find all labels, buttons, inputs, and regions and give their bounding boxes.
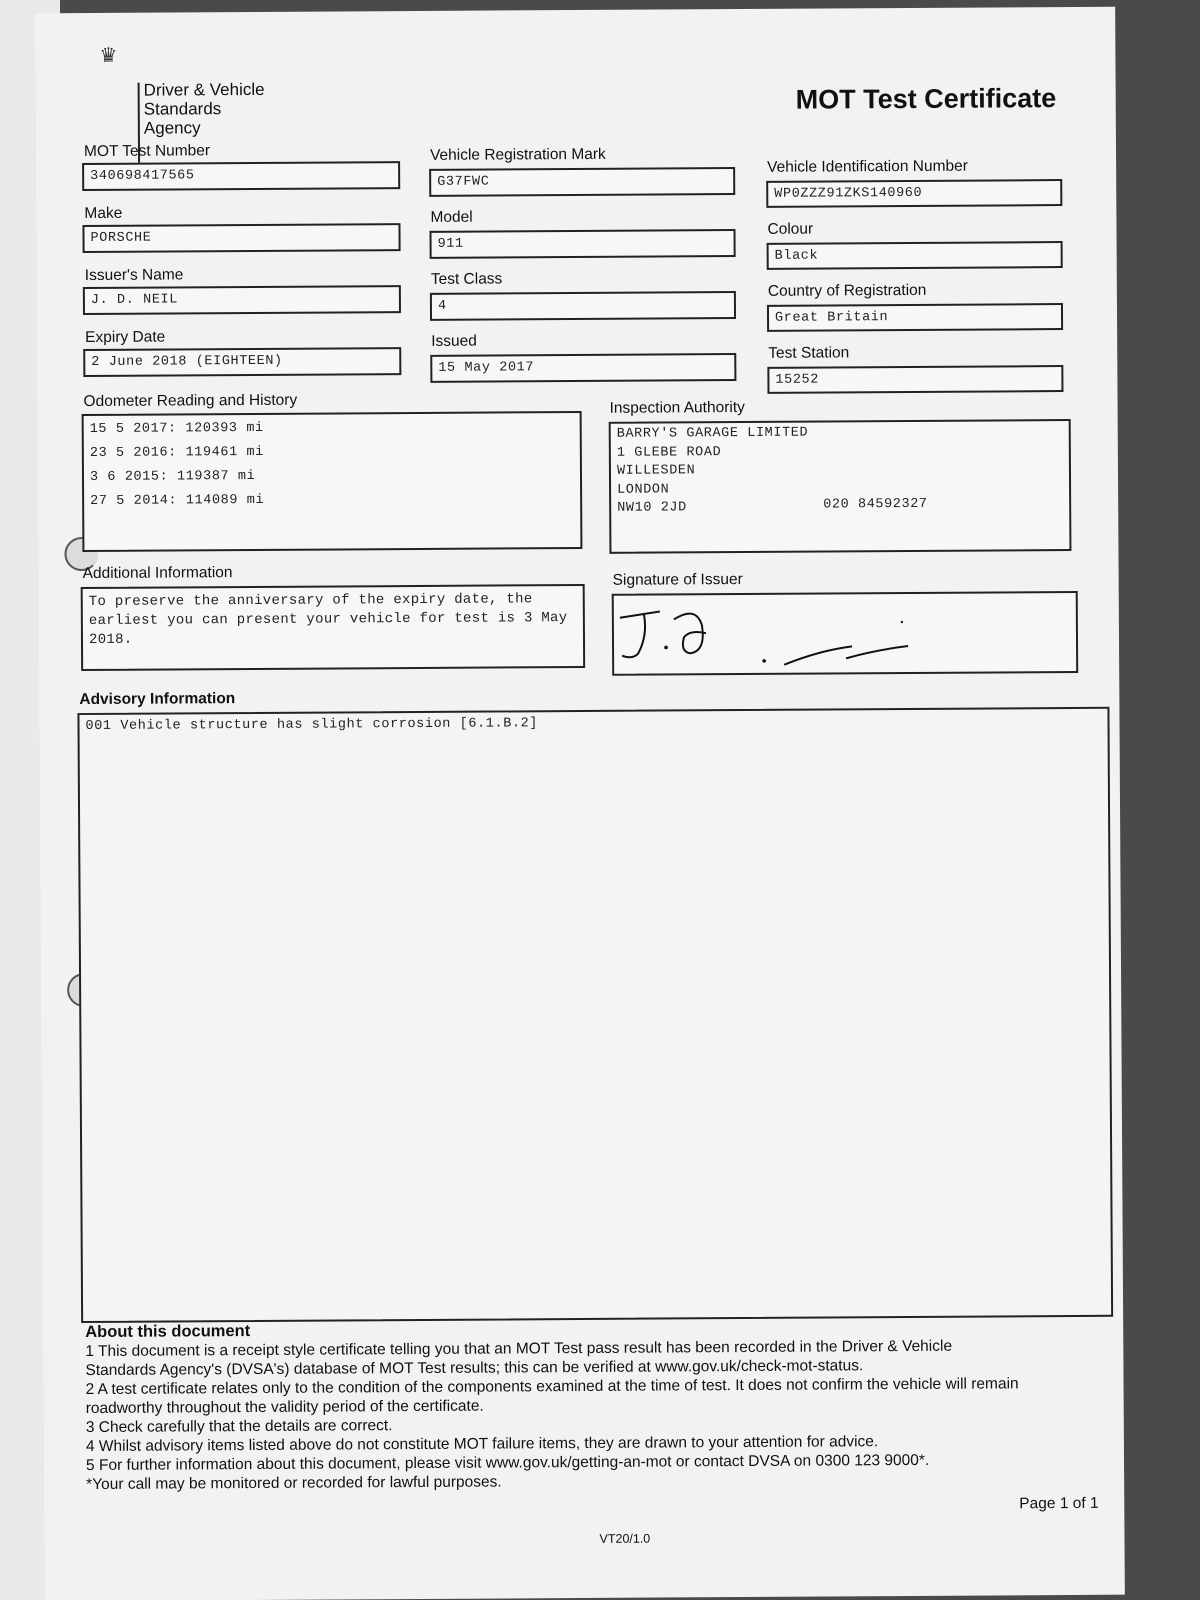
form-version: VT20/1.0 — [599, 1531, 651, 1546]
about-line: 3 Check carefully that the details are correct. — [85, 1417, 393, 1437]
issuer-name-label: Issuer's Name — [84, 266, 184, 285]
issued-field: 15 May 2017 — [430, 353, 736, 383]
issuer-signature — [614, 593, 1076, 674]
inspection-authority-label: Inspection Authority — [609, 398, 745, 417]
make-label: Make — [84, 204, 123, 223]
registration-label: Vehicle Registration Mark — [429, 145, 606, 164]
colour-field: Black — [767, 241, 1063, 270]
vin-field: WP0ZZZ91ZKS140960 — [766, 179, 1062, 208]
page-title: MOT Test Certificate — [795, 83, 1057, 115]
test-station-field: 15252 — [767, 365, 1063, 394]
about-line: *Your call may be monitored or recorded for lawful purposes. — [86, 1473, 502, 1494]
agency-name: Driver & Vehicle Standards Agency — [143, 79, 265, 138]
address-line: 1 GLEBE ROAD — [616, 444, 722, 461]
test-class-field: 4 — [430, 291, 736, 321]
mot-test-number-label: MOT Test Number — [83, 142, 211, 161]
list-item: 27 5 2014: 114089 mi — [90, 492, 265, 509]
expiry-date-label: Expiry Date — [85, 328, 166, 347]
colour-label: Colour — [767, 220, 814, 238]
issuer-name-field: J. D. NEIL — [83, 285, 401, 315]
additional-info-box: To preserve the anniversary of the expiry date, the earliest you can present your vehicle for test is 3 May 2018. — [81, 584, 586, 671]
crown-crest-icon: ♛ — [99, 44, 118, 67]
address-line: WILLESDEN — [616, 463, 696, 479]
phone-number: 020 84592327 — [823, 496, 928, 513]
expiry-date-field: 2 June 2018 (EIGHTEEN) — [83, 347, 401, 377]
address-line: LONDON — [617, 481, 670, 498]
signature-box — [612, 591, 1078, 676]
about-line: 1 This document is a receipt style certificate telling you that an MOT Test pass result has been recorded in the Driver & Vehicle — [85, 1337, 953, 1361]
country-field: Great Britain — [767, 303, 1063, 332]
make-field: PORSCHE — [82, 223, 400, 253]
additional-info-label: Additional Information — [82, 564, 233, 583]
signature-label: Signature of Issuer — [612, 571, 743, 589]
country-label: Country of Registration — [767, 281, 927, 300]
odometer-history — [82, 411, 583, 552]
test-class-label: Test Class — [430, 270, 503, 288]
list-item: 15 5 2017: 120393 mi — [89, 420, 264, 437]
about-line: 5 For further information about this document, please visit www.gov.uk/getting-an-mot or contact DVSA on 0300 123 9000*. — [85, 1451, 930, 1475]
advisory-box — [77, 707, 1113, 1323]
about-line: Standards Agency's (DVSA's) database of MOT Test results; this can be verified at www.gov.uk/check-mot-status. — [85, 1357, 864, 1380]
model-label: Model — [430, 208, 473, 226]
vin-label: Vehicle Identification Number — [767, 157, 968, 176]
registration-field: G37FWC — [429, 167, 735, 197]
about-section — [85, 1317, 1116, 1494]
about-heading: About this document — [85, 1322, 251, 1342]
odometer-label: Odometer Reading and History — [83, 391, 298, 411]
certificate-page — [35, 7, 1125, 1600]
model-field: 911 — [429, 229, 735, 259]
mot-test-number-field: 340698417565 — [82, 161, 400, 191]
about-line: roadworthy throughout the validity period of the certificate. — [85, 1397, 484, 1418]
advisory-label: Advisory Information — [79, 690, 236, 709]
about-line: 4 Whilst advisory items listed above do not constitute MOT failure items, they are drawn to your attention for advice. — [85, 1433, 879, 1456]
list-item: 3 6 2015: 119387 mi — [89, 468, 256, 485]
about-line: 2 A test certificate relates only to the condition of the components examined at the time of test. It does not confirm the vehicle will remain — [85, 1375, 1019, 1399]
issued-label: Issued — [431, 332, 477, 350]
address-line: BARRY'S GARAGE LIMITED — [616, 425, 809, 442]
page-number: Page 1 of 1 — [1019, 1494, 1099, 1513]
inspection-authority-box — [609, 419, 1072, 554]
list-item: 23 5 2016: 119461 mi — [89, 444, 264, 461]
address-line: NW10 2JD — [617, 500, 687, 516]
list-item: 001 Vehicle structure has slight corrosion [6.1.B.2] — [85, 716, 539, 735]
test-station-label: Test Station — [768, 344, 850, 362]
